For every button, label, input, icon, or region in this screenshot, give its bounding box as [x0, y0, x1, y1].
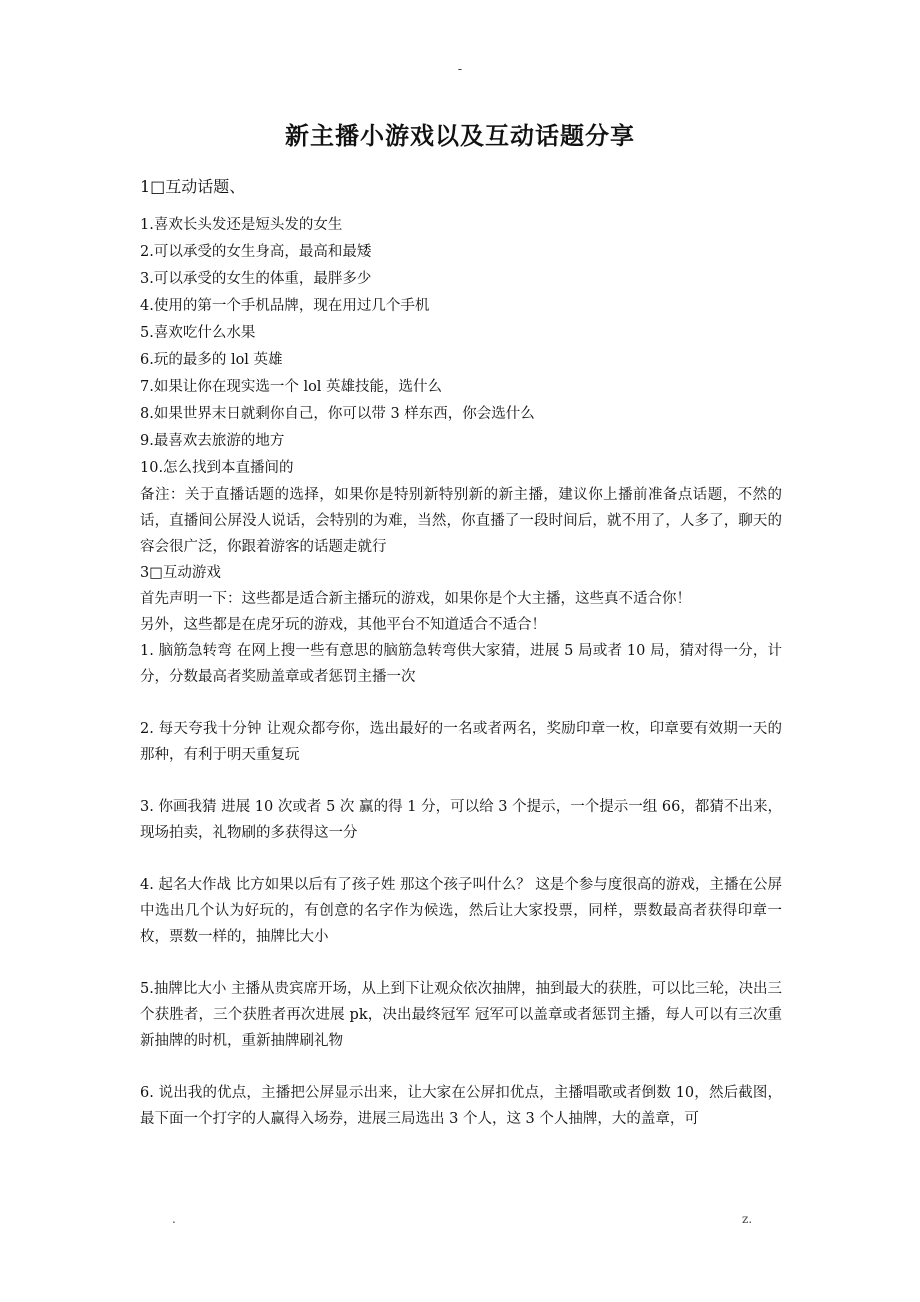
list-item: 2.可以承受的女生身高，最高和最矮	[140, 244, 372, 260]
list-item: 4.使用的第一个手机品牌，现在用过几个手机	[140, 298, 430, 314]
game-item: 5.抽牌比大小 主播从贵宾席开场，从上到下让观众依次抽牌，抽到最大的获胜，可以比三轮，决出三个获胜者，三个获胜者再次进展 pk，决出最终冠军 冠军可以盖章或者惩罚主播，每人可以有三次重新抽牌的时机，重新抽牌刷礼物	[140, 981, 782, 1049]
list-item: 6.玩的最多的 lol 英雄	[140, 352, 283, 368]
list-item: 9.最喜欢去旅游的地方	[140, 433, 285, 449]
game-item: 2. 每天夸我十分钟 让观众都夸你，选出最好的一名或者两名，奖励印章一枚，印章要有效期一天的那种，有利于明天重复玩	[140, 721, 782, 763]
game-item: 1. 脑筋急转弯 在网上搜一些有意思的脑筋急转弯供大家猜，进展 5 局或者 10 局，猜对得一分，计分，分数最高者奖励盖章或者惩罚主播一次	[140, 643, 782, 685]
game-item: 6. 说出我的优点，主播把公屏显示出来，让大家在公屏扣优点，主播唱歌或者倒数 10，然后截图，最下面一个打字的人赢得入场券，进展三局选出 3 个人，这 3 个人抽牌，大的盖章，可	[140, 1085, 782, 1127]
list-item: 7.如果让你在现实选一个 lol 英雄技能，选什么	[140, 379, 443, 395]
list-item: 5.喜欢吃什么水果	[140, 325, 256, 341]
page-header-mark: -	[457, 62, 463, 77]
list-item: 1.喜欢长头发还是短头发的女生	[140, 217, 343, 233]
intro-paragraph: 首先声明一下：这些都是适合新主播玩的游戏，如果你是个大主播，这些真不适合你！	[140, 591, 691, 607]
list-item: 10.怎么找到本直播间的	[140, 460, 294, 476]
list-item: 8.如果世界末日就剩你自己，你可以带 3 样东西，你会选什么	[140, 406, 535, 422]
footer-left-mark: .	[172, 1212, 176, 1226]
note-paragraph: 备注：关于直播话题的选择，如果你是特别新特别新的新主播，建议你上播前准备点话题，不然的话，直播间公屏没人说话，会特别的为难，当然，你直播了一段时间后，就不用了，人多了，聊天的容会很广泛，你跟着游客的话题走就行	[140, 487, 782, 555]
list-item: 3.可以承受的女生的体重，最胖多少	[140, 271, 372, 287]
game-item: 4. 起名大作战 比方如果以后有了孩子姓 那这个孩子叫什么？ 这是个参与度很高的游戏，主播在公屏中选出几个认为好玩的，有创意的名字作为候选，然后让大家投票，同样，票数最高者获得印章一枚，票数一样的，抽牌比大小	[140, 877, 782, 945]
section-heading-topics: 1□互动话题、	[140, 177, 246, 196]
document-body	[140, 174, 782, 1132]
intro-paragraph: 另外，这些都是在虎牙玩的游戏，其他平台不知道适合不适合！	[140, 617, 546, 633]
section-heading-games: 3□互动游戏	[140, 565, 221, 581]
game-item: 3. 你画我猜 进展 10 次或者 5 次 赢的得 1 分，可以给 3 个提示，一个提示一组 66，都猜不出来，现场拍卖，礼物刷的多获得这一分	[140, 799, 782, 841]
document-title: 新主播小游戏以及互动话题分享	[285, 121, 635, 150]
footer-right-mark: z.	[742, 1212, 753, 1226]
